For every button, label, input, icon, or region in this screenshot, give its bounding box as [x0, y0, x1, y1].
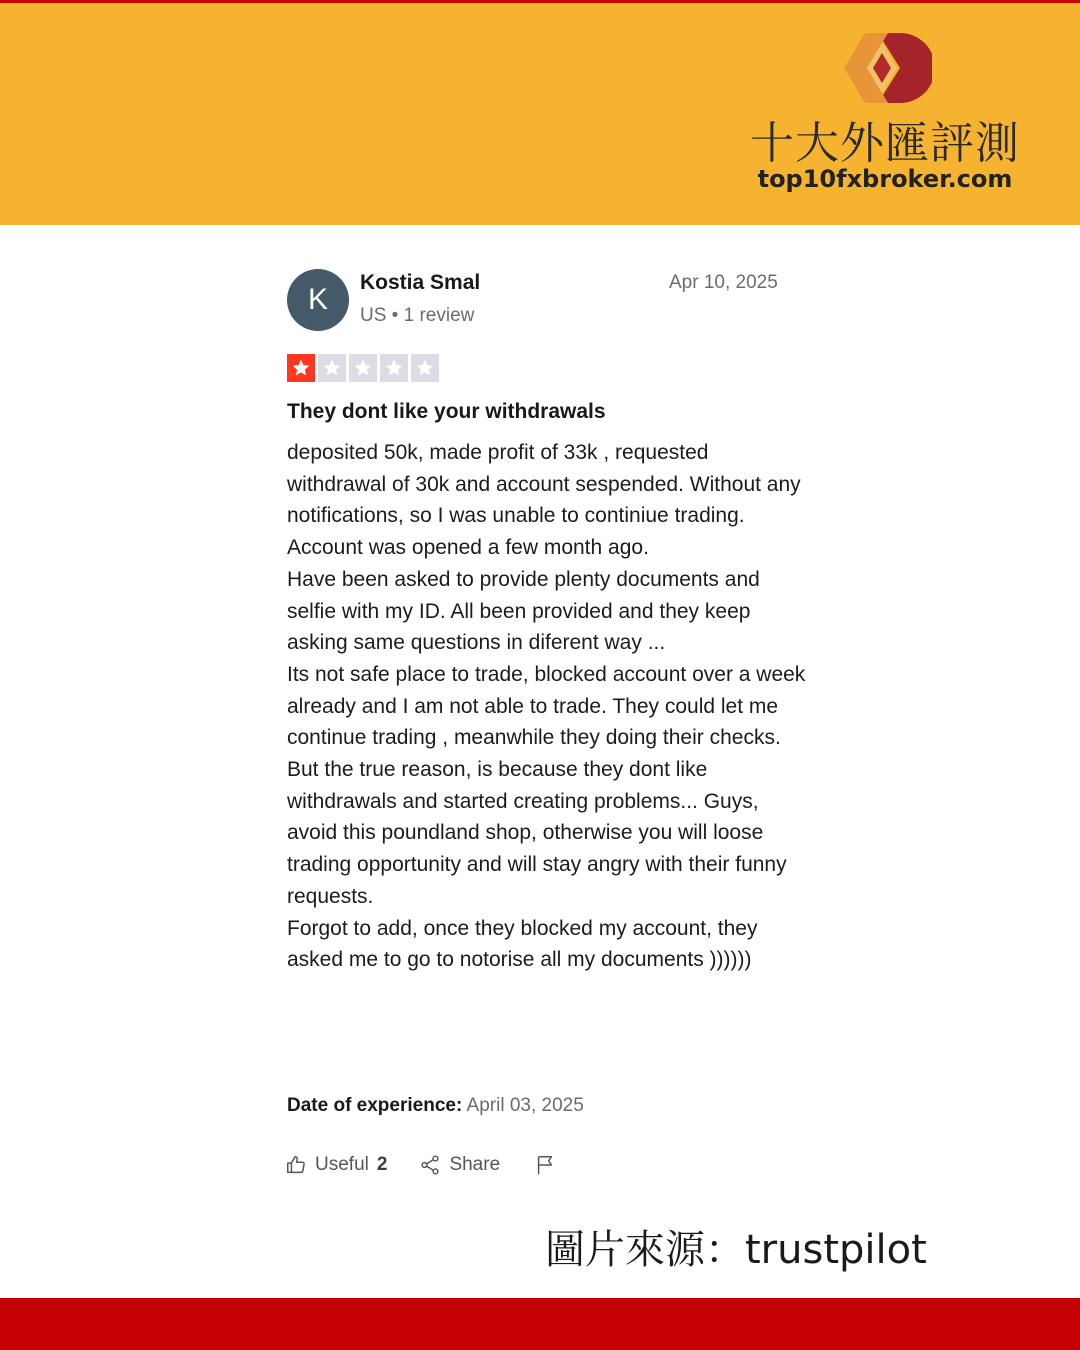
brand-banner	[0, 3, 1080, 225]
date-of-experience	[287, 1095, 584, 1117]
review-body	[287, 437, 807, 976]
review-paragraph: Forgot to add, once they blocked my account, they asked me to go to notorise all my documents ))))))	[287, 916, 758, 972]
brand-url: top10fxbroker.com	[757, 165, 1013, 193]
useful-button[interactable]	[285, 1154, 387, 1176]
star-empty-icon	[411, 354, 439, 382]
star-empty-icon	[318, 354, 346, 382]
review-date: Apr 10, 2025	[669, 272, 778, 293]
image-source-caption: 圖片來源：trustpilot	[545, 1227, 927, 1273]
star-empty-icon	[349, 354, 377, 382]
brand-name: 十大外匯評測	[750, 118, 1020, 169]
thumbs-up-icon	[285, 1154, 307, 1176]
experience-label: Date of experience:	[287, 1095, 463, 1116]
useful-label: Useful	[315, 1154, 369, 1175]
useful-count: 2	[376, 1154, 388, 1175]
review-paragraph: Its not safe place to trade, blocked account over a week already and I am not able to trade. They could let me continue trading , meanwhile they doing their checks. But the true reason, is because they dont like withdrawals and started creating problems... Guys, avoid this poundland shop, otherwise you will loose trading opportunity and will stay angry with their funny requests.	[287, 662, 806, 908]
share-button[interactable]	[419, 1154, 500, 1176]
star-rating	[287, 354, 439, 382]
experience-value: April 03, 2025	[466, 1095, 584, 1116]
star-empty-icon	[380, 354, 408, 382]
brand-logo-icon	[838, 29, 932, 107]
flag-icon	[534, 1154, 556, 1176]
avatar[interactable]: K	[287, 269, 349, 331]
bottom-accent-bar	[0, 1298, 1080, 1350]
review-paragraph: Have been asked to provide plenty documents and selfie with my ID. All been provided and they keep asking same questions in diferent way ...	[287, 567, 760, 655]
review-title[interactable]: They dont like your withdrawals	[287, 400, 606, 423]
star-filled-icon	[287, 354, 315, 382]
report-button[interactable]	[534, 1154, 556, 1176]
review-paragraph: deposited 50k, made profit of 33k , requested withdrawal of 30k and account sespended. Without any notifications, so I was unable to continiue trading. Account was opened a few month ago.	[287, 441, 801, 560]
review-actions	[285, 1154, 556, 1176]
share-label: Share	[449, 1154, 501, 1175]
reviewer-meta: US • 1 review	[360, 305, 475, 326]
share-icon	[419, 1154, 441, 1176]
reviewer-name[interactable]: Kostia Smal	[360, 271, 481, 294]
